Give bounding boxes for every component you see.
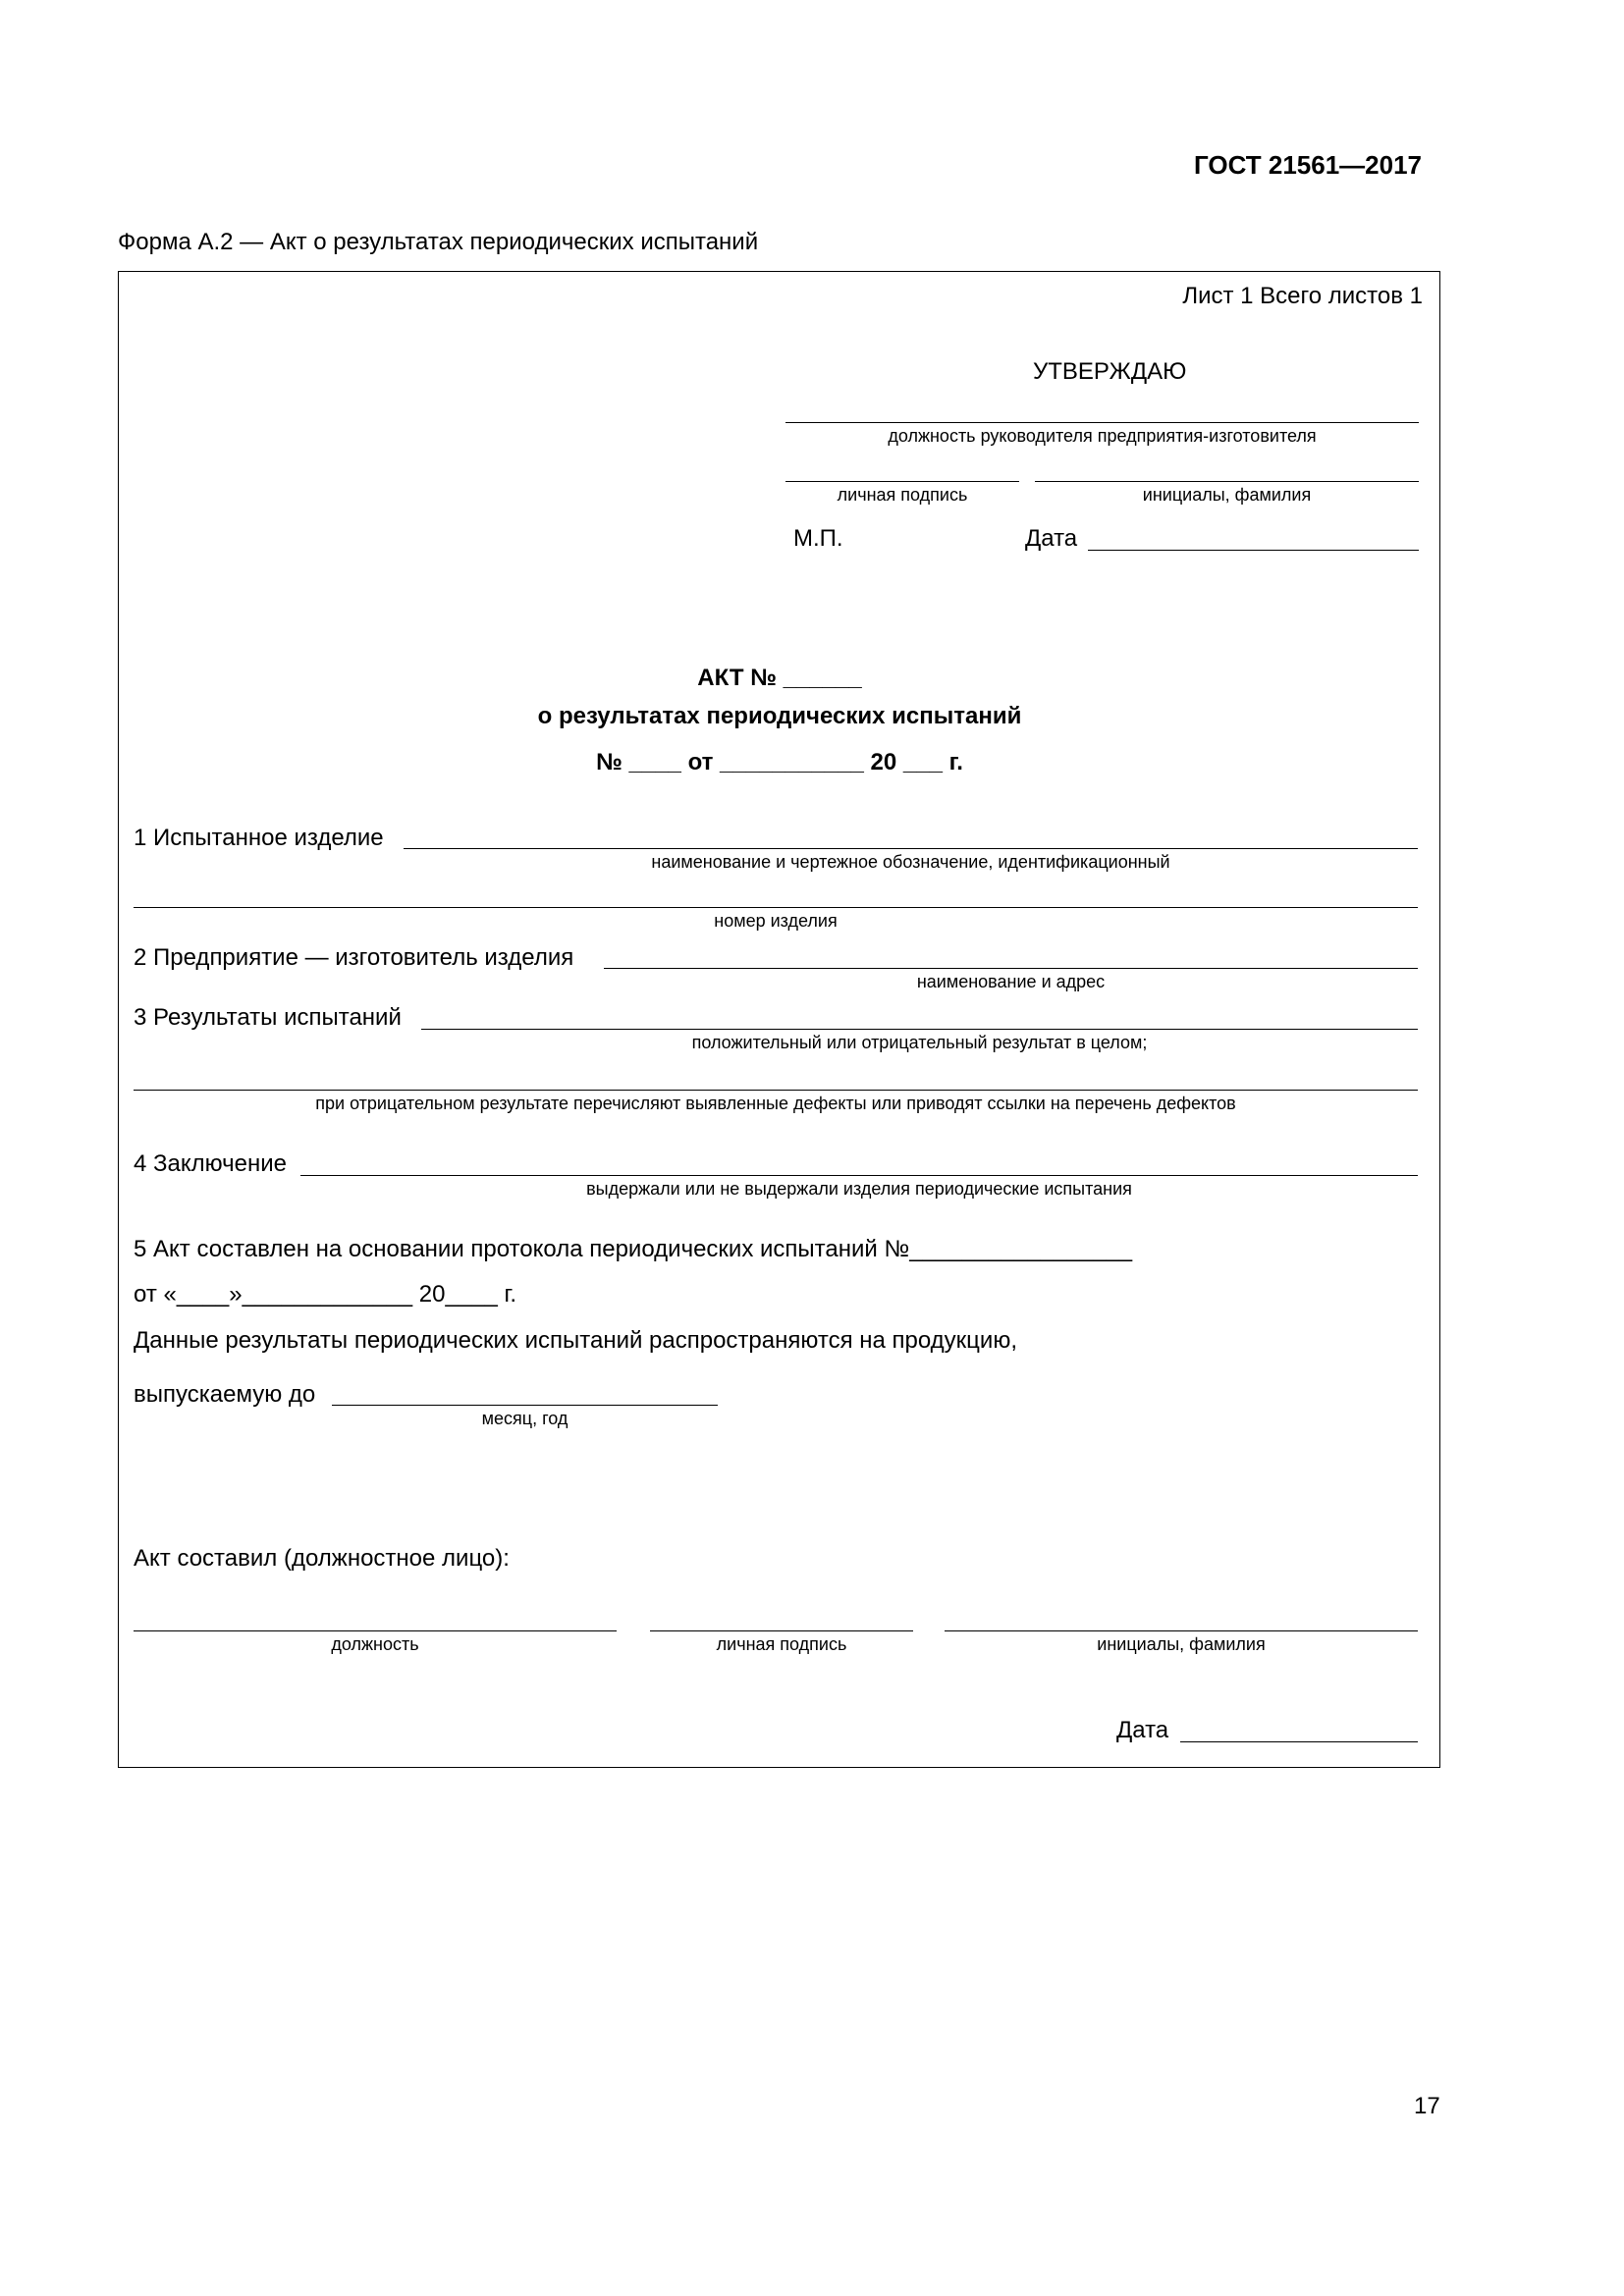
seal-label: М.П. xyxy=(793,525,843,552)
manufacturer-caption: наименование и адрес xyxy=(916,972,1106,991)
results-caption-2: при отрицательном результате перечисляют выявленные дефекты или приводят ссылки на перечень дефектов xyxy=(315,1094,1236,1113)
approval-signature-caption: личная подпись xyxy=(837,485,968,505)
approval-date-label: Дата xyxy=(1025,525,1078,552)
results-label: 3 Результаты испытаний xyxy=(134,1004,402,1031)
applies-text: Данные результаты периодических испытаний распространяются на продукцию, xyxy=(134,1327,1017,1354)
results-line[interactable] xyxy=(421,1029,1418,1030)
page-number: 17 xyxy=(1414,2093,1440,2119)
item-number-line[interactable] xyxy=(134,907,1418,908)
conclusion-caption: выдержали или не выдержали изделия периодические испытания xyxy=(586,1179,1132,1199)
approval-name-caption: инициалы, фамилия xyxy=(1142,485,1312,505)
released-line[interactable] xyxy=(332,1405,718,1406)
compiled-label: Акт составил (должностное лицо): xyxy=(134,1545,510,1572)
approval-date-line[interactable] xyxy=(1088,550,1419,551)
manufacturer-line[interactable] xyxy=(604,968,1418,969)
compiled-date-label: Дата xyxy=(1116,1717,1169,1743)
conclusion-label: 4 Заключение xyxy=(134,1150,287,1177)
approval-title: УТВЕРЖДАЮ xyxy=(1033,358,1187,385)
compiled-date-line[interactable] xyxy=(1180,1741,1418,1742)
released-label: выпускаемую до xyxy=(134,1381,316,1408)
approval-position-line[interactable] xyxy=(785,422,1419,423)
approval-signature-line[interactable] xyxy=(785,481,1019,482)
approval-name-line[interactable] xyxy=(1035,481,1419,482)
compiled-position-caption: должность xyxy=(331,1634,419,1654)
released-caption: месяц, год xyxy=(481,1409,568,1428)
standard-header: ГОСТ 21561—2017 xyxy=(1194,150,1422,180)
act-title: АКТ № ______ xyxy=(697,665,862,691)
protocol-date: от «____»_____________ 20____ г. xyxy=(134,1281,516,1308)
compiled-position-line[interactable] xyxy=(134,1630,617,1631)
approval-position-caption: должность руководителя предприятия-изготовителя xyxy=(888,426,1317,446)
item-caption: наименование и чертежное обозначение, идентификационный xyxy=(651,852,1170,872)
conclusion-line[interactable] xyxy=(300,1175,1418,1176)
item-label: 1 Испытанное изделие xyxy=(134,825,384,851)
compiled-name-line[interactable] xyxy=(945,1630,1418,1631)
manufacturer-label: 2 Предприятие — изготовитель изделия xyxy=(134,944,574,971)
act-subtitle: о результатах периодических испытаний xyxy=(537,703,1022,729)
sheet-info: Лист 1 Всего листов 1 xyxy=(1182,283,1423,309)
compiled-name-caption: инициалы, фамилия xyxy=(1097,1634,1266,1654)
item-number-caption: номер изделия xyxy=(714,911,838,931)
act-number-line: № ____ от ___________ 20 ___ г. xyxy=(596,749,963,775)
results-line-2[interactable] xyxy=(134,1090,1418,1091)
form-caption: Форма А.2 — Акт о результатах периодических испытаний xyxy=(118,229,759,255)
item-line[interactable] xyxy=(404,848,1418,849)
compiled-signature-caption: личная подпись xyxy=(716,1634,847,1654)
results-caption: положительный или отрицательный результат в целом; xyxy=(691,1033,1148,1052)
compiled-signature-line[interactable] xyxy=(650,1630,913,1631)
protocol-text: 5 Акт составлен на основании протокола периодических испытаний №_________________ xyxy=(134,1236,1133,1262)
